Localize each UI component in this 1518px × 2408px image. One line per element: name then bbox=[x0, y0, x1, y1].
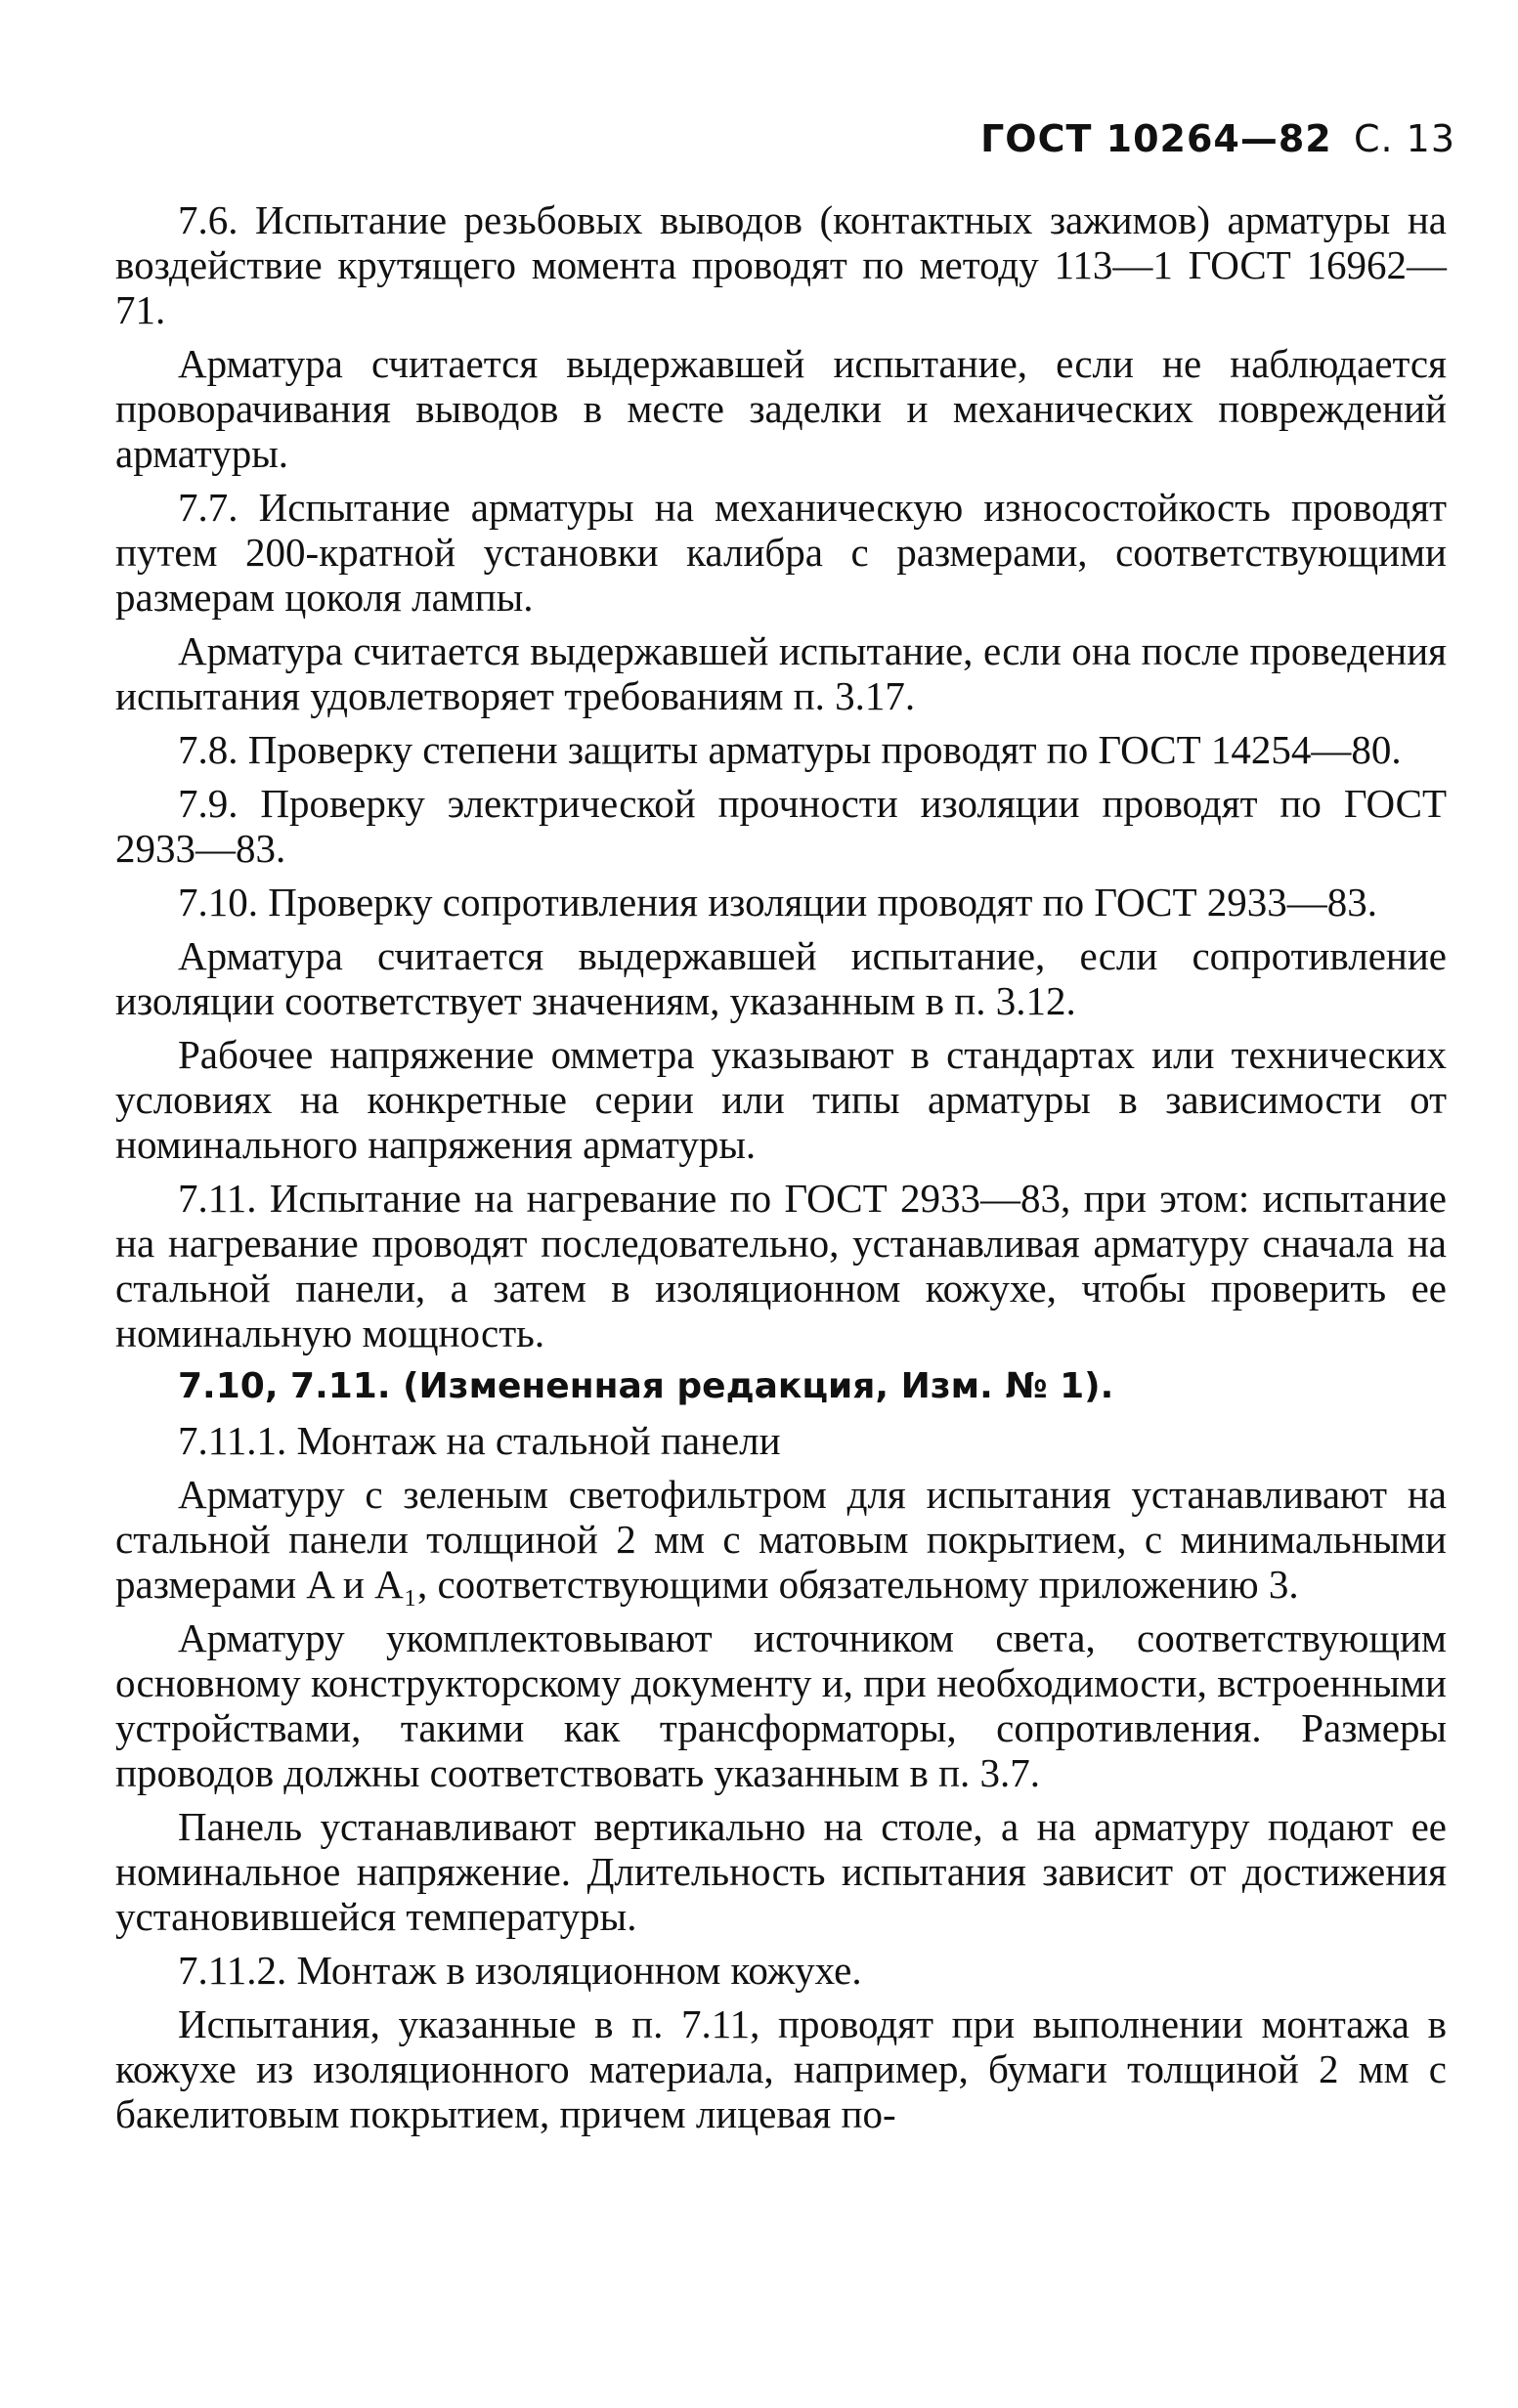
paragraph: 7.6. Испытание резьбовых выводов (контактных зажимов) арматуры на воздействие крутящего момента проводят по методу 113—1 ГОСТ 16962—71. bbox=[115, 197, 1447, 332]
paragraph: Рабочее напряжение омметра указывают в стандартах или технических условиях на конкретные серии или типы арматуры в зависимости от номинального напряжения арматуры. bbox=[115, 1032, 1447, 1167]
paragraph: Арматура считается выдержавшей испытание, если сопротивление изоляции соответствует значениям, указанным в п. 3.12. bbox=[115, 933, 1447, 1023]
page-header bbox=[980, 117, 1455, 160]
paragraph: 7.7. Испытание арматуры на механическую износостойкость проводят путем 200-кратной установки калибра с размерами, соответствующими размерам цоколя лампы. bbox=[115, 485, 1447, 620]
section-heading: 7.11.1. Монтаж на стальной панели bbox=[178, 1418, 781, 1463]
paragraph: 7.9. Проверку электрической прочности изоляции проводят по ГОСТ 2933—83. bbox=[115, 781, 1447, 871]
paragraph: Панель устанавливают вертикально на столе, а на арматуру подают ее номинальное напряжение. Длительность испытания зависит от достижения установившейся температуры. bbox=[115, 1804, 1447, 1939]
paragraph: Арматура считается выдержавшей испытание, если не наблюдается проворачивания выводов в месте заделки и механических повреждений арматуры. bbox=[115, 341, 1447, 476]
paragraph: 7.10. Проверку сопротивления изоляции проводят по ГОСТ 2933—83. bbox=[178, 880, 1378, 924]
page-number: С. 13 bbox=[1353, 117, 1455, 160]
document-body bbox=[115, 197, 1447, 2145]
paragraph: Арматуру с зеленым светофильтром для испытания устанавливают на стальной панели толщиной 2 мм с матовым покрытием, с минимальными размерами A и A₁, соответствующими обязательному приложению 3. bbox=[115, 1472, 1447, 1607]
standard-title: ГОСТ 10264—82 bbox=[980, 117, 1332, 160]
paragraph: 7.8. Проверку степени защиты арматуры проводят по ГОСТ 14254—80. bbox=[178, 727, 1402, 772]
paragraph: Испытания, указанные в п. 7.11, проводят при выполнении монтажа в кожухе из изоляционного материала, например, бумаги толщиной 2 мм с бакелитовым покрытием, причем лицевая по- bbox=[115, 2001, 1447, 2136]
paragraph: Арматуру укомплектовывают источником света, соответствующим основному конструкторскому документу и, при необходимости, встроенными устройствами, такими как трансформаторы, сопротивления. Размеры проводов должны соответствовать указанным в п. 3.7. bbox=[115, 1615, 1447, 1795]
paragraph: 7.11. Испытание на нагревание по ГОСТ 2933—83, при этом: испытание на нагревание проводят последовательно, устанавливая арматуру сначала на стальной панели, а затем в изоляционном кожухе, чтобы проверить ее номинальную мощность. bbox=[115, 1176, 1447, 1355]
paragraph: Арматура считается выдержавшей испытание, если она после проведения испытания удовлетворяет требованиям п. 3.17. bbox=[115, 628, 1447, 718]
amendment-note: 7.10, 7.11. (Измененная редакция, Изм. № 1). bbox=[178, 1366, 1114, 1406]
section-heading: 7.11.2. Монтаж в изоляционном кожухе. bbox=[178, 1948, 862, 1993]
